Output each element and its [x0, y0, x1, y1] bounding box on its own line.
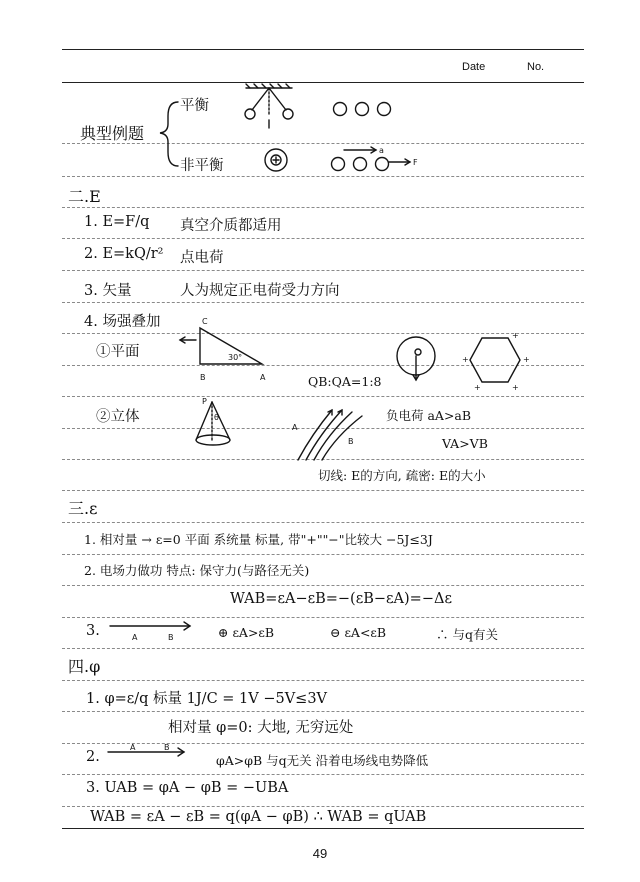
triangle-a-label: A [260, 373, 266, 382]
phi-item2-num: 2. [86, 749, 100, 765]
E-item3-note: 人为规定正电荷受力方向 [180, 283, 340, 299]
three-balls-sketch [330, 98, 400, 120]
plane-label: ①平面 [96, 344, 140, 360]
E-item3: 3. 矢量 [84, 283, 132, 299]
pendulum-sketch [240, 84, 300, 134]
phi-line-a: A [130, 743, 136, 752]
angle-label: 30° [228, 353, 243, 362]
svg-text:+: + [512, 331, 519, 340]
phi-line-b: B [164, 743, 170, 752]
ring-charge-sketch [392, 332, 442, 390]
work-potential-relation: WAB = εA − εB = q(φA − φB) ∴ WAB = qUAB [90, 809, 427, 825]
charge-ratio: QB:QA=1:8 [308, 374, 382, 389]
field-point-a: A [292, 423, 298, 432]
svg-text:+: + [523, 355, 530, 364]
triangle-b-label: B [200, 373, 206, 382]
accel-label: a [379, 146, 384, 155]
eps-item2: 2. 电场力做功 特点: 保守力(与路径无关) [84, 563, 310, 578]
cone-angle-label: θ [214, 413, 219, 422]
phi-item3: 3. UAB = φA − φB = −UBA [86, 780, 289, 796]
potential-compare: VA>VB [442, 436, 488, 451]
page-number: 49 [312, 846, 328, 861]
cone-sketch [190, 396, 240, 456]
heading-E: 二.E [68, 187, 101, 206]
unbalance-label: 非平衡 [180, 158, 224, 174]
eps-line-a: A [132, 633, 138, 642]
force-label: F [413, 158, 418, 167]
negative-charge-accel: 负电荷 aA>aB [386, 408, 472, 423]
heading-epsilon: 三.ε [68, 499, 98, 518]
heading-phi: 四.φ [68, 657, 101, 676]
phi-item1: 1. φ=ε/q 标量 1J/C = 1V −5V≤3V [86, 691, 328, 707]
eps-line-b: B [168, 633, 174, 642]
phi-item2: φA>φB 与q无关 沿着电场线电势降低 [216, 753, 429, 768]
svg-text:+: + [474, 383, 481, 392]
example-title: 典型例题 [80, 124, 145, 143]
field-lines-sketch [292, 404, 368, 464]
E-item2-note: 点电荷 [180, 250, 224, 266]
eps-item1: 1. 相对量 → ε=0 平面 系统量 标量, 带"+""−"比较大 −5J≤3J [84, 532, 433, 547]
phi-field-line [104, 740, 194, 770]
E-item4: 4. 场强叠加 [84, 314, 161, 330]
eps-positive: ⊕ εA>εB [218, 625, 275, 640]
eps-negative: ⊖ εA<εB [330, 625, 387, 640]
eps-field-line [106, 616, 196, 646]
balance-label: 平衡 [180, 98, 209, 114]
svg-text:+: + [512, 383, 519, 392]
E-item1-formula: 1. E=F/q [84, 214, 150, 230]
triangle-c-label: C [202, 317, 208, 326]
accelerating-balls-sketch [320, 142, 430, 176]
eps-relation: ∴ 与q有关 [436, 627, 498, 642]
field-point-b: B [348, 437, 354, 446]
charged-ball-sketch [262, 146, 292, 176]
triangle-sketch [180, 316, 280, 386]
cone-p-label: P [202, 397, 207, 406]
E-item2-formula: 2. E=kQ/r² [84, 246, 164, 262]
eps-item3-num: 3. [86, 623, 100, 639]
curly-bracket [160, 102, 178, 166]
field-summary: 切线: E的方向, 疏密: E的大小 [318, 468, 486, 483]
E-item1-note: 真空介质都适用 [180, 218, 282, 234]
no-label: No. [527, 61, 545, 73]
hexagon-sketch [460, 330, 530, 392]
work-formula: WAB=εA−εB=−(εB−εA)=−Δε [230, 591, 452, 607]
date-label: Date [462, 61, 486, 73]
phi-item1-sub: 相对量 φ=0: 大地, 无穷远处 [168, 720, 354, 736]
solid-label: ②立体 [96, 409, 140, 425]
svg-text:+: + [462, 355, 469, 364]
